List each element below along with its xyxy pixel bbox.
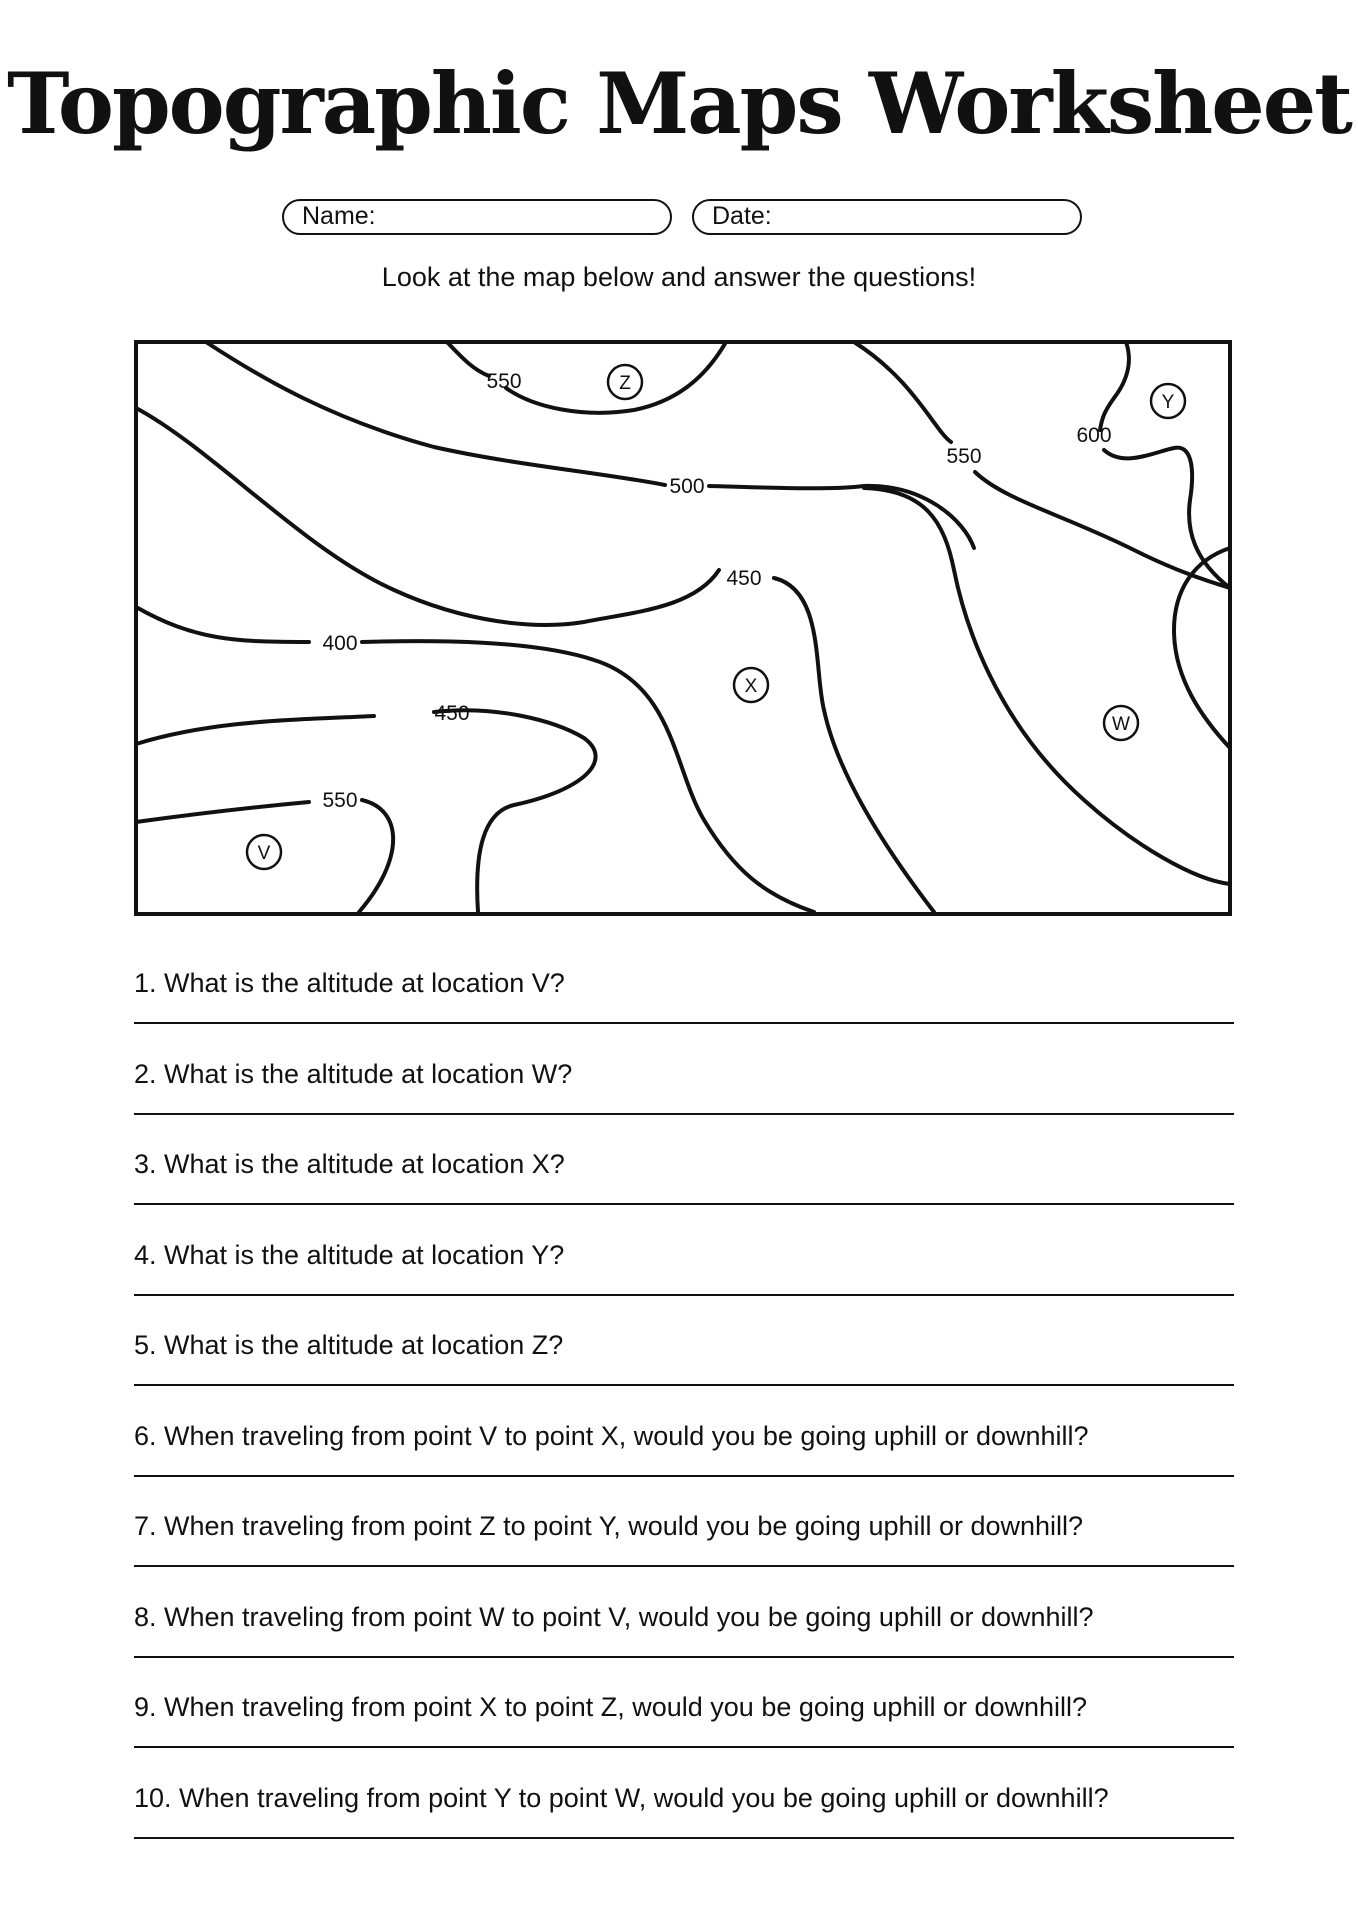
answer-line-1[interactable]	[134, 1022, 1234, 1024]
marker-z	[608, 365, 642, 399]
map-border	[136, 342, 1230, 914]
question-text: 8. When traveling from point W to point V, would you be going uphill or downhill?	[134, 1601, 1094, 1632]
marker-v-label: V	[257, 843, 271, 864]
answer-line-7[interactable]	[134, 1565, 1234, 1567]
contour-label-400: 400	[322, 632, 358, 655]
map-svg	[134, 340, 1232, 916]
marker-w-label: W	[1112, 714, 1130, 735]
marker-x-label: X	[744, 676, 758, 697]
question-text: 4. What is the altitude at location Y?	[134, 1239, 565, 1270]
contour-label-450-lower: 450	[434, 702, 470, 725]
answer-line-3[interactable]	[134, 1203, 1234, 1205]
contour-label-500: 500	[669, 475, 705, 498]
question-4	[134, 1232, 1234, 1323]
question-text: 3. What is the altitude at location X?	[134, 1149, 565, 1179]
question-3	[134, 1141, 1234, 1232]
answer-line-8[interactable]	[134, 1656, 1234, 1658]
date-field[interactable]	[692, 199, 1082, 235]
marker-y-label: Y	[1161, 392, 1175, 413]
question-text: 10. When traveling from point Y to point W, would you be going uphill or downhill?	[134, 1782, 1109, 1813]
page-title: Topographic Maps Worksheet	[7, 54, 1351, 153]
contour-label-550-lower: 550	[322, 789, 358, 812]
contour-label-600: 600	[1076, 424, 1112, 447]
topographic-map	[134, 340, 1232, 916]
question-8	[134, 1594, 1234, 1685]
question-7	[134, 1503, 1234, 1594]
answer-line-6[interactable]	[134, 1475, 1234, 1477]
marker-v	[247, 835, 281, 869]
marker-w	[1104, 706, 1138, 740]
question-2	[134, 1051, 1234, 1142]
question-text: 5. What is the altitude at location Z?	[134, 1330, 564, 1360]
name-field[interactable]	[282, 199, 672, 235]
question-10	[134, 1775, 1234, 1866]
contour-label-450: 450	[726, 567, 762, 590]
question-6	[134, 1413, 1234, 1504]
marker-x	[734, 668, 768, 702]
question-text: 2. What is the altitude at location W?	[134, 1058, 573, 1089]
marker-y	[1151, 384, 1185, 418]
answer-line-10[interactable]	[134, 1837, 1234, 1839]
answer-line-5[interactable]	[134, 1384, 1234, 1386]
question-list	[134, 960, 1234, 1865]
question-5	[134, 1322, 1234, 1413]
instruction-text: Look at the map below and answer the questions!	[381, 262, 977, 292]
answer-line-2[interactable]	[134, 1113, 1234, 1115]
name-label: Name:	[302, 202, 376, 230]
question-9	[134, 1684, 1234, 1775]
question-1	[134, 960, 1234, 1051]
question-text: 1. What is the altitude at location V?	[134, 968, 565, 998]
marker-z-label: Z	[619, 373, 631, 394]
answer-line-4[interactable]	[134, 1294, 1234, 1296]
question-text: 6. When traveling from point V to point X, would you be going uphill or downhill?	[134, 1420, 1089, 1451]
date-label: Date:	[712, 202, 772, 230]
contour-label-550: 550	[486, 370, 522, 393]
question-text: 9. When traveling from point X to point Z, would you be going uphill or downhill?	[134, 1692, 1088, 1722]
contour-label-550-right: 550	[946, 445, 982, 468]
answer-line-9[interactable]	[134, 1746, 1234, 1748]
question-text: 7. When traveling from point Z to point Y, would you be going uphill or downhill?	[134, 1511, 1084, 1541]
